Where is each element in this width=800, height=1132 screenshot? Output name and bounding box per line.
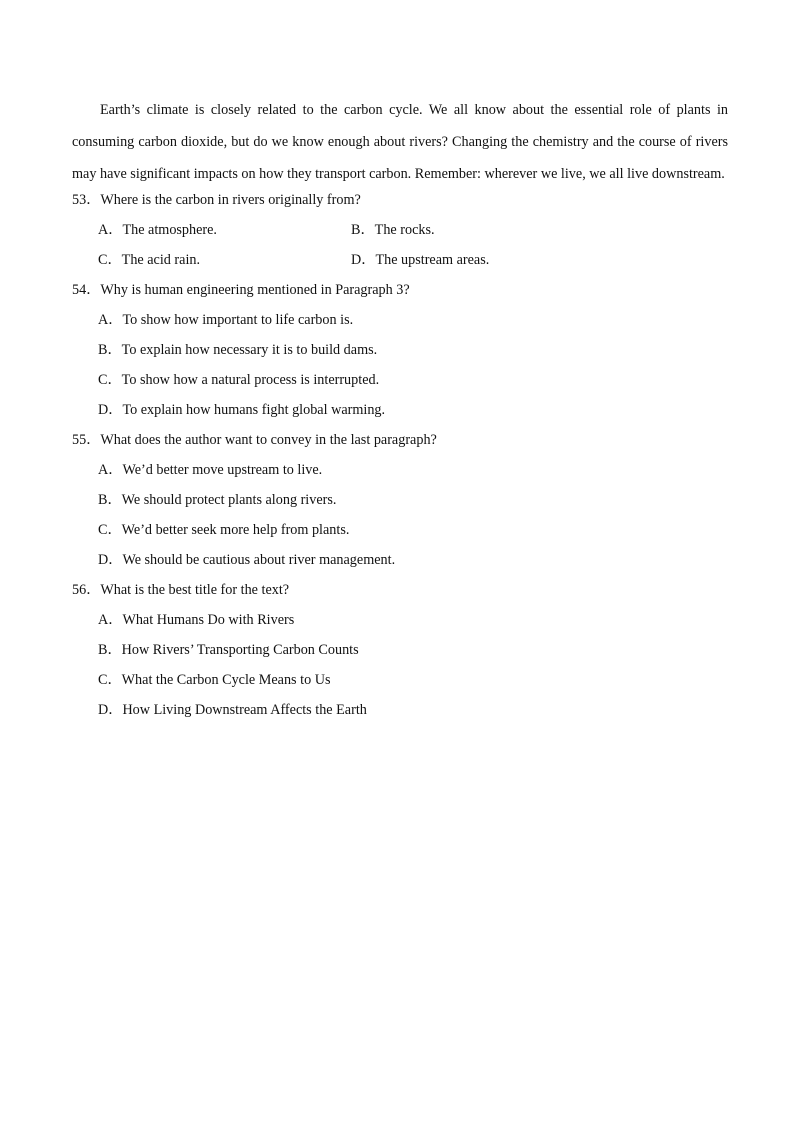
option-56-b bbox=[98, 640, 359, 660]
option-letter: D． bbox=[98, 552, 123, 568]
option-55-c bbox=[98, 520, 349, 540]
question-54 bbox=[72, 280, 410, 300]
option-text: To show how important to life carbon is. bbox=[122, 312, 354, 328]
option-text: What the Carbon Cycle Means to Us bbox=[121, 672, 331, 688]
option-text: To explain how humans fight global warming. bbox=[122, 402, 386, 418]
option-55-b bbox=[98, 490, 336, 510]
question-text: What is the best title for the text? bbox=[100, 582, 290, 598]
question-55 bbox=[72, 430, 437, 450]
option-letter: C． bbox=[98, 672, 122, 688]
option-letter: B． bbox=[98, 642, 122, 658]
question-number: 54． bbox=[72, 282, 101, 298]
question-text: Why is human engineering mentioned in Paragraph 3? bbox=[100, 282, 410, 298]
option-text: How Living Downstream Affects the Earth bbox=[122, 702, 367, 718]
question-text: What does the author want to convey in the last paragraph? bbox=[100, 432, 437, 448]
option-54-d bbox=[98, 400, 385, 420]
option-53-b bbox=[351, 220, 435, 240]
question-56 bbox=[72, 580, 289, 600]
option-53-d bbox=[351, 250, 489, 270]
option-55-a bbox=[98, 460, 322, 480]
question-number: 53． bbox=[72, 192, 101, 208]
option-letter: A． bbox=[98, 612, 123, 628]
option-letter: C． bbox=[98, 372, 122, 388]
option-text: We’d better seek more help from plants. bbox=[121, 522, 350, 538]
option-letter: D． bbox=[351, 252, 376, 268]
option-letter: A． bbox=[98, 222, 123, 238]
option-text: The upstream areas. bbox=[375, 252, 490, 268]
option-text: We should be cautious about river management. bbox=[122, 552, 396, 568]
option-54-a bbox=[98, 310, 353, 330]
option-letter: A． bbox=[98, 312, 123, 328]
option-54-b bbox=[98, 340, 377, 360]
option-53-a bbox=[98, 220, 217, 240]
option-text: We’d better move upstream to live. bbox=[122, 462, 323, 478]
option-letter: B． bbox=[351, 222, 375, 238]
option-letter: A． bbox=[98, 462, 123, 478]
option-56-a bbox=[98, 610, 294, 630]
option-letter: C． bbox=[98, 252, 122, 268]
option-text: The atmosphere. bbox=[122, 222, 217, 238]
option-text: The acid rain. bbox=[121, 252, 201, 268]
option-56-c bbox=[98, 670, 330, 690]
passage-paragraph: Earth’s climate is closely related to the carbon cycle. We all know about the essential role of plants in consuming carbon dioxide, but do we know enough about rivers? Changing the chemistry and the course of rivers may have significant impacts on how they transport carbon. Remember: wherever we live, we all live downstream. bbox=[72, 102, 728, 182]
option-text: What Humans Do with Rivers bbox=[122, 612, 295, 628]
option-text: The rocks. bbox=[374, 222, 435, 238]
option-letter: C． bbox=[98, 522, 122, 538]
option-letter: B． bbox=[98, 492, 122, 508]
option-text: We should protect plants along rivers. bbox=[121, 492, 337, 508]
option-text: How Rivers’ Transporting Carbon Counts bbox=[121, 642, 359, 658]
option-letter: B． bbox=[98, 342, 122, 358]
question-53 bbox=[72, 190, 361, 210]
question-number: 55． bbox=[72, 432, 101, 448]
option-letter: D． bbox=[98, 402, 123, 418]
question-text: Where is the carbon in rivers originally from? bbox=[100, 192, 361, 208]
option-letter: D． bbox=[98, 702, 123, 718]
option-text: To show how a natural process is interrupted. bbox=[121, 372, 380, 388]
option-text: To explain how necessary it is to build dams. bbox=[121, 342, 378, 358]
question-number: 56． bbox=[72, 582, 101, 598]
option-54-c bbox=[98, 370, 379, 390]
option-56-d bbox=[98, 700, 367, 720]
option-55-d bbox=[98, 550, 395, 570]
option-53-c bbox=[98, 250, 200, 270]
